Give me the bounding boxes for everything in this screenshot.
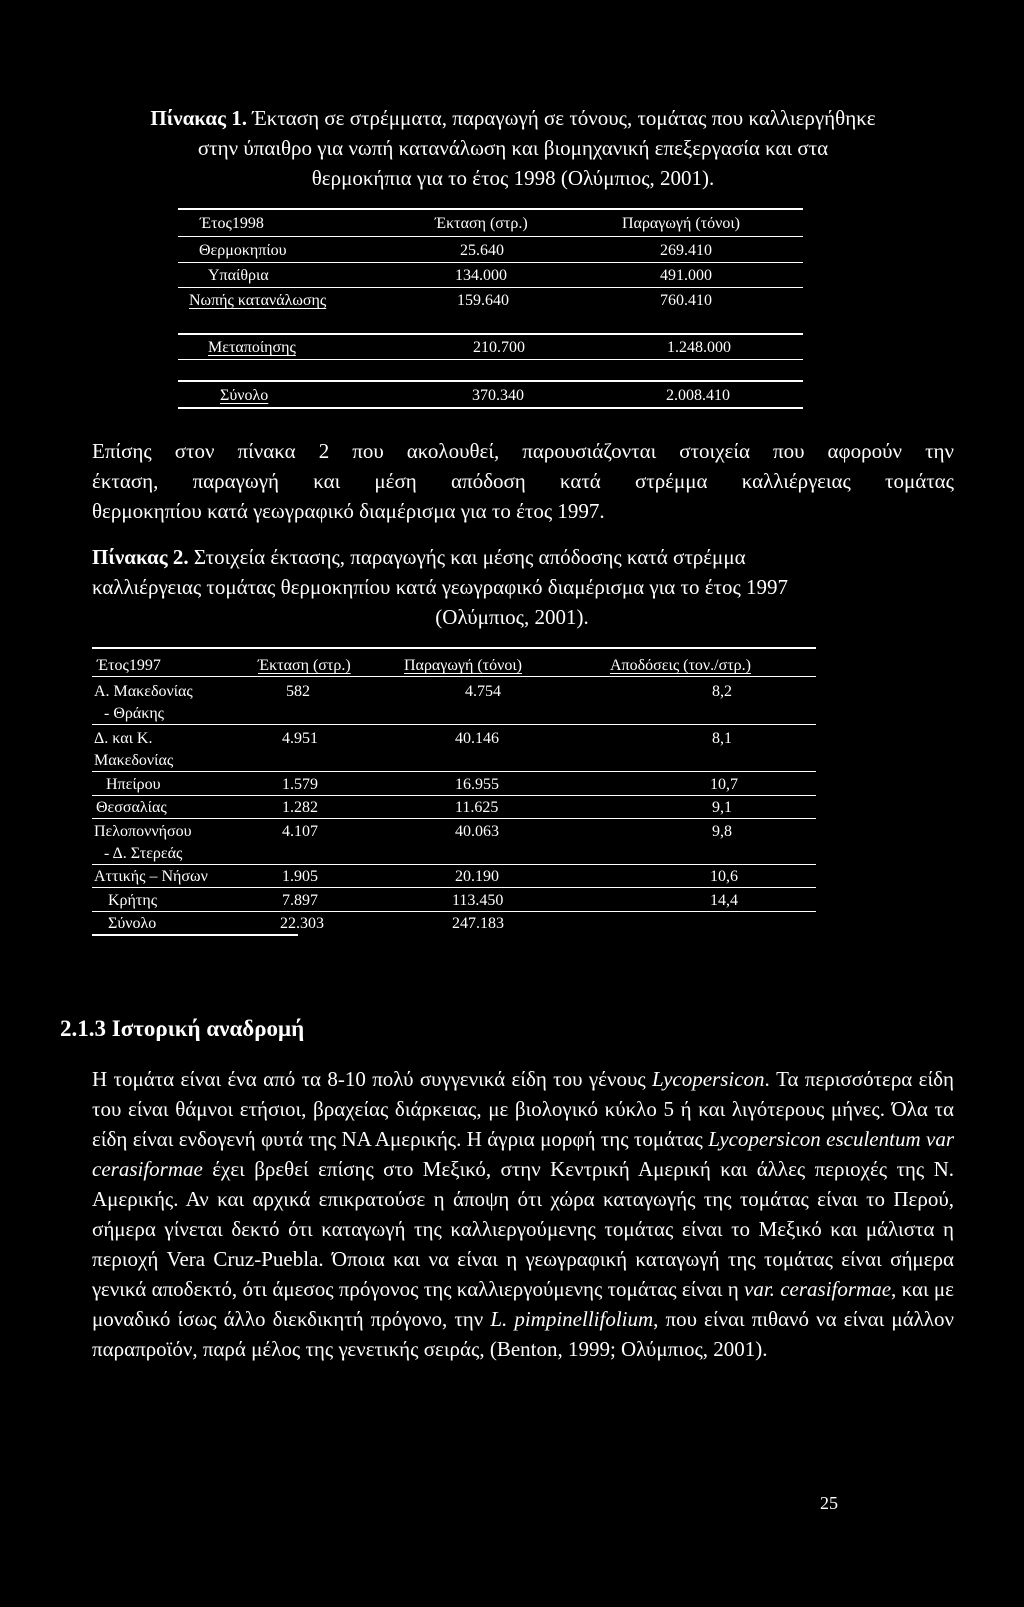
table1-caption-line2: στην ύπαιθρο για νωπή κατανάλωση και βιομηχανική επεξεργασία και στα bbox=[197, 136, 829, 160]
table1-cell: 159.640 bbox=[457, 292, 509, 309]
table2-rule bbox=[92, 795, 816, 796]
table2-cell: 20.190 bbox=[455, 868, 499, 885]
table2-row-label-cont: Μακεδονίας bbox=[94, 752, 174, 769]
table2-row-label: Κρήτης bbox=[108, 892, 158, 909]
table1-row-label: Υπαίθρια bbox=[208, 267, 269, 284]
table2-cell: 14,4 bbox=[710, 892, 738, 909]
intro-line2: έκταση, παραγωγή και μέση απόδοση κατά στρέμμα καλλιέργειας τομάτας bbox=[92, 469, 954, 493]
table2-top-rule bbox=[92, 647, 816, 649]
table2-bottom-rule bbox=[92, 934, 298, 936]
table1-row-label: Σύνολο bbox=[220, 387, 269, 404]
table2-cell: 22.303 bbox=[280, 915, 324, 932]
table2-row-label: Θεσσαλίας bbox=[96, 799, 167, 816]
table1-cell: 1.248.000 bbox=[667, 339, 731, 356]
table2-cell: 9,8 bbox=[712, 823, 732, 840]
section-text: , και με μοναδικό ίσως άλλο διεκδικητή πρόγονο, την bbox=[92, 1277, 954, 1331]
table2-cell: 4.951 bbox=[282, 730, 318, 747]
table2-row-label: Πελοποννήσου bbox=[94, 823, 192, 840]
table2-cell: 7.897 bbox=[282, 892, 318, 909]
section-text: έχει βρεθεί επίσης στο Μεξικό, στην Κεντρική Αμερική και άλλες περιοχές της Ν. Αμερικής. Αν και αρχικά επικρατούσε η άποψη ότι χώρα καταγωγής της τομάτας είναι το Περού, σήμερα γίνεται δεκτό ότι καταγωγή της καλλιεργούμενης τομάτας είναι το Μεξικό και μάλιστα η περιοχή Vera Cruz-Puebla. Όποια και να είναι η γεωγραφική καταγωγή της τομάτας είναι σήμερα γενικά αποδεκτό, ότι άμεσος πρόγονος της καλλιεργούμενης τομάτας είναι η bbox=[92, 1157, 954, 1301]
section-text: , που είναι πιθανό να είναι μάλλον παραπροϊόν, παρά μέλος της γενετικής σειράς, (Benton, 1999; Ολύμπιος, 2001). bbox=[92, 1307, 954, 1361]
section-heading: 2.1.3 Ιστορική αναδρομή bbox=[60, 1016, 305, 1041]
section-text-italic: L. pimpinellifolium bbox=[490, 1307, 654, 1331]
table1-cell: 134.000 bbox=[455, 267, 507, 284]
table1-row-label: Θερμοκηπίου bbox=[199, 242, 287, 259]
table2-row-label-cont: - Δ. Στερεάς bbox=[104, 845, 183, 862]
table2-caption-line2: καλλιέργειας τομάτας θερμοκηπίου κατά γεωγραφικό διαμέρισμα για το έτος 1997 bbox=[92, 575, 789, 599]
table1-cell: 25.640 bbox=[460, 242, 504, 259]
table1-caption-line1: Έκταση σε στρέμματα, παραγωγή σε τόνους, τομάτας που καλλιεργήθηκε bbox=[246, 106, 876, 130]
table2-rule bbox=[92, 724, 816, 725]
intro-line1: Επίσης στον πίνακα 2 που ακολουθεί, παρουσιάζονται στοιχεία που αφορούν την bbox=[92, 439, 954, 463]
table2-cell: 582 bbox=[286, 683, 310, 700]
table2-cell: 11.625 bbox=[455, 799, 499, 816]
table2-cell: 9,1 bbox=[712, 799, 732, 816]
table1-cell: 760.410 bbox=[660, 292, 712, 309]
table2-header-yield: Αποδόσεις (τον./στρ.) bbox=[610, 657, 751, 674]
table2-caption-line1: Στοιχεία έκτασης, παραγωγής και μέσης απόδοσης κατά στρέμμα bbox=[188, 545, 746, 569]
table2-row-label: Ηπείρου bbox=[106, 776, 161, 793]
table2-rule bbox=[92, 676, 816, 677]
section-text: . Τα περισσότερα είδη του είναι θάμνοι ετήσιοι, βραχείας διάρκειας, με βιολογικό κύκλο 5 ή και λιγότερους μήνες. Όλα τα είδη είναι ενδογενή φυτά της ΝΑ Αμερικής. Η άγρια μορφή της τομάτας bbox=[92, 1067, 954, 1151]
table2-caption-label: Πίνακας 2. bbox=[92, 545, 189, 569]
section-text-italic: var. cerasiformae bbox=[744, 1277, 892, 1301]
table2-cell: 10,6 bbox=[710, 868, 738, 885]
table1-cell: 2.008.410 bbox=[666, 387, 730, 404]
table1-row-label: Νωπής κατανάλωσης bbox=[189, 292, 327, 309]
table2-rule bbox=[92, 864, 816, 865]
section-text-italic: Lycopersicon bbox=[652, 1067, 765, 1091]
table2-row-label: Αττικής – Νήσων bbox=[94, 868, 208, 885]
table2-cell: 247.183 bbox=[452, 915, 504, 932]
table2-header-area: Έκταση (στρ.) bbox=[258, 657, 351, 674]
table1-header-area: Έκταση (στρ.) bbox=[435, 215, 528, 232]
table2-caption-line3: (Ολύμπιος, 2001). bbox=[435, 605, 589, 629]
table1-cell: 370.340 bbox=[472, 387, 524, 404]
table1-header-year: Έτος1998 bbox=[200, 215, 264, 232]
table2-cell: 16.955 bbox=[455, 776, 499, 793]
table1-caption-line3: θερμοκήπια για το έτος 1998 (Ολύμπιος, 2001). bbox=[311, 166, 715, 190]
table2-cell: 10,7 bbox=[710, 776, 738, 793]
table2-cell: 40.063 bbox=[455, 823, 499, 840]
table2-row-label: Α. Μακεδονίας bbox=[94, 683, 193, 700]
table1-row-label: Μεταποίησης bbox=[208, 339, 296, 356]
section-paragraph bbox=[92, 1064, 954, 1364]
table2-rule bbox=[92, 887, 816, 888]
section-text-italic: Lycopersicon esculentum var cerasiformae bbox=[92, 1127, 955, 1181]
table2-row-label: Δ. και Κ. bbox=[94, 730, 153, 747]
table1-cell: 210.700 bbox=[473, 339, 525, 356]
section-text: Η τομάτα είναι ένα από τα 8-10 πολύ συγγενικά είδη του γένους bbox=[92, 1067, 653, 1091]
table2-cell: 8,1 bbox=[712, 730, 732, 747]
table1-caption-label: Πίνακας 1. bbox=[150, 106, 247, 130]
table1-header-production: Παραγωγή (τόνοι) bbox=[622, 215, 740, 232]
page-number: 25 bbox=[820, 1493, 838, 1513]
table2-cell: 1.905 bbox=[282, 868, 318, 885]
table2-header-production: Παραγωγή (τόνοι) bbox=[404, 657, 522, 674]
table2-cell: 113.450 bbox=[452, 892, 504, 909]
table2-row-label-cont: - Θράκης bbox=[104, 705, 165, 722]
table2-row-label: Σύνολο bbox=[108, 915, 157, 932]
table1-cell: 269.410 bbox=[660, 242, 712, 259]
table2-cell: 1.579 bbox=[282, 776, 318, 793]
table2-cell: 8,2 bbox=[712, 683, 732, 700]
table2-cell: 4.107 bbox=[282, 823, 318, 840]
table2-header-year: Έτος1997 bbox=[97, 657, 161, 674]
table2-cell: 1.282 bbox=[282, 799, 318, 816]
intro-line3: θερμοκηπίου κατά γεωγραφικό διαμέρισμα για το έτος 1997. bbox=[92, 499, 605, 523]
table1-cell: 491.000 bbox=[660, 267, 712, 284]
table2-rule bbox=[92, 771, 816, 772]
table2-cell: 40.146 bbox=[455, 730, 499, 747]
table2-cell: 4.754 bbox=[465, 683, 501, 700]
table2-rule bbox=[92, 911, 816, 912]
table2-rule bbox=[92, 818, 816, 819]
